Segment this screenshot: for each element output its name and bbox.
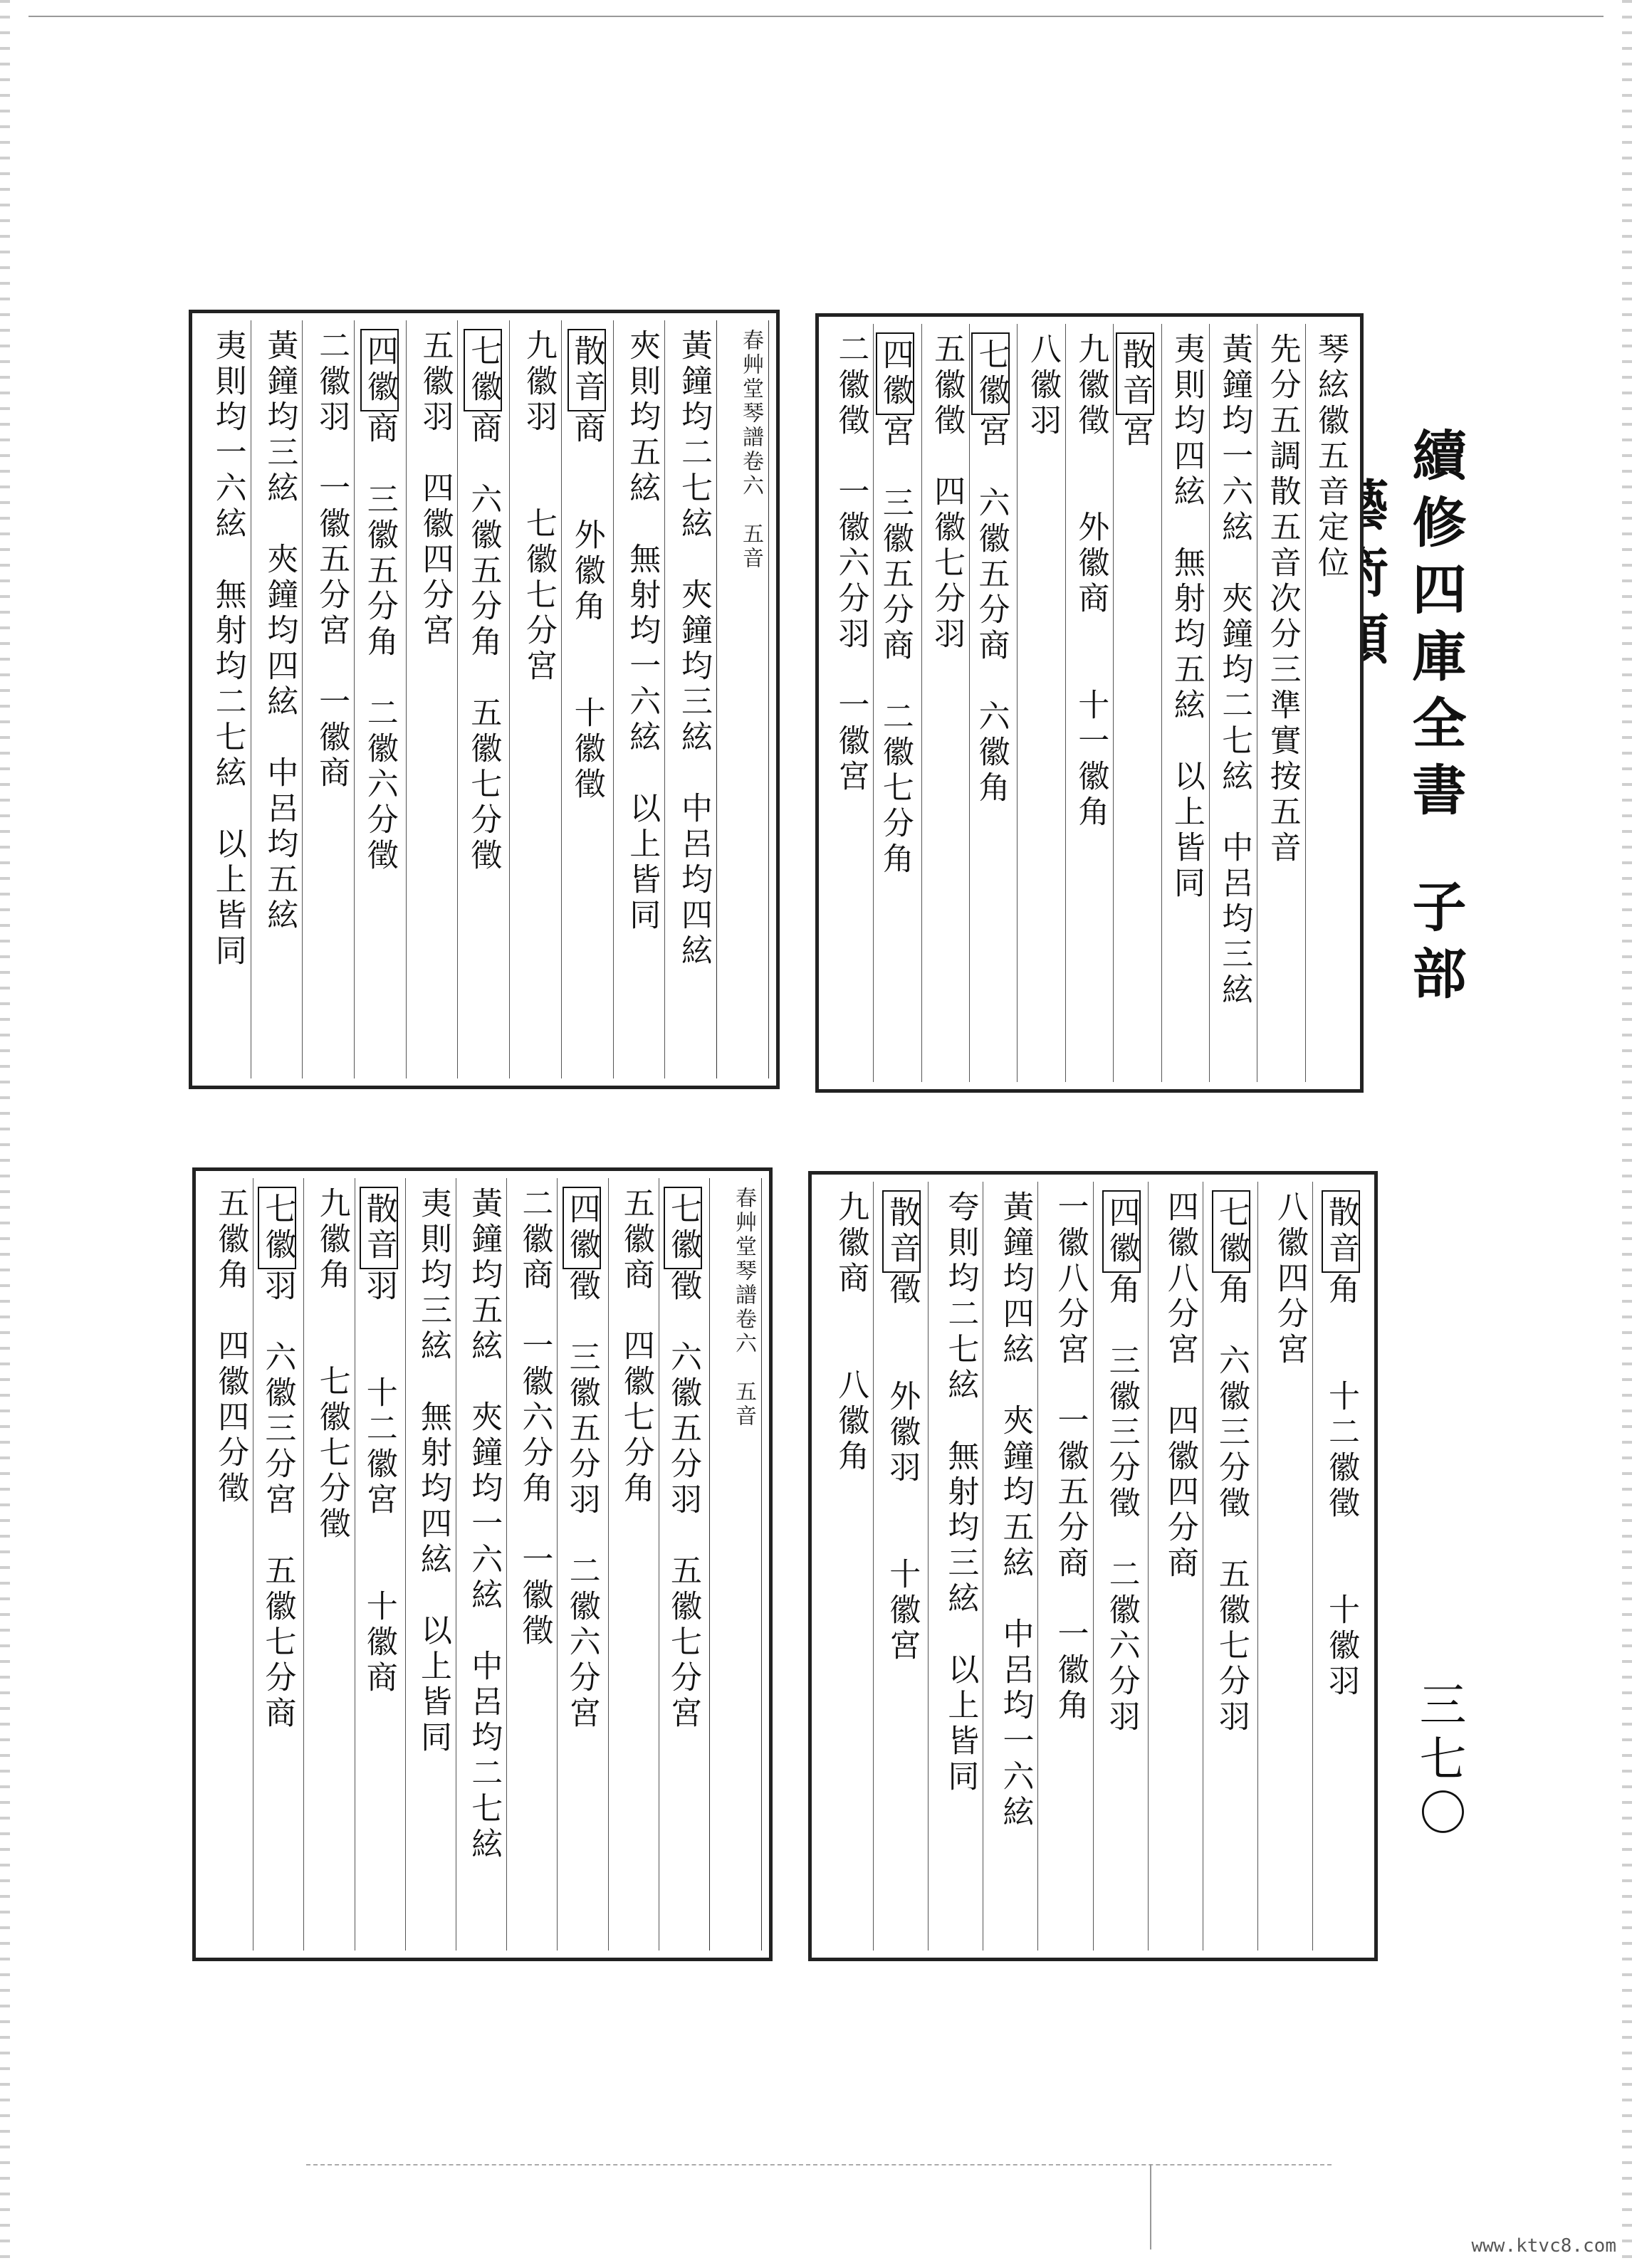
text-column: 先分五調散五音次分三準實按五音 xyxy=(1257,324,1304,1082)
text-column: 琴絃徽五音定位 xyxy=(1305,324,1353,1082)
book-section: 子部 xyxy=(1403,878,1467,1012)
text-column: 夷則均一六絃 無射均二七絃 以上皆同 xyxy=(209,329,246,970)
leaf-bottom-left xyxy=(192,1167,773,1961)
boxed-label: 七徽 xyxy=(664,1187,702,1269)
text-column: 一徽八分宮 一徽五分商 一徽角 xyxy=(1037,1182,1092,1951)
text-column: 二徽商 一徽六分角 一徽徵 xyxy=(506,1178,557,1951)
leaf-top-right xyxy=(815,313,1364,1093)
text-column: 夸則均二七絃 無射均三絃 以上皆同 xyxy=(928,1182,983,1951)
text-column: 八徽羽 xyxy=(1017,324,1065,1082)
text-column: 九徽徵 外徽商 十一徽角 xyxy=(1065,324,1113,1082)
text-column xyxy=(1203,1182,1257,1951)
text-column xyxy=(873,1182,928,1951)
column-rest: 角 六徽三分徵 五徽七分羽 xyxy=(1213,1273,1250,1736)
column-rest: 角 三徽三分徵 二徽六分羽 xyxy=(1103,1273,1140,1736)
text-column: 九徽羽 七徽七分宮 xyxy=(509,320,561,1078)
text-column xyxy=(561,320,613,1078)
text-column xyxy=(1113,324,1161,1082)
boxed-label: 散音 xyxy=(360,1187,398,1269)
center-fold-label: 春艸堂琴譜卷六 五音 xyxy=(709,1178,762,1951)
text-column: 二徽羽 一徽五分宮 一徽商 xyxy=(302,320,354,1078)
boxed-label: 四徽 xyxy=(563,1187,601,1269)
boxed-label: 四徽 xyxy=(1102,1190,1141,1273)
text-column: 四徽八分宮 四徽四分商 xyxy=(1148,1182,1203,1951)
column-rest: 宮 六徽五分商 六徽角 xyxy=(973,415,1010,807)
text-column: 五徽徵 四徽七分羽 xyxy=(921,324,969,1082)
column-rest: 宮 三徽五分商 二徽七分角 xyxy=(877,415,914,878)
text-column: 黃鐘均三絃 夾鐘均四絃 中呂均五絃 xyxy=(251,320,303,1078)
leaf-columns xyxy=(199,320,769,1078)
boxed-label: 七徽 xyxy=(971,332,1010,415)
boxed-label: 七徽 xyxy=(1212,1190,1250,1273)
leaf-top-left xyxy=(189,310,780,1089)
text-column: 黃鐘均五絃 夾鐘均一六絃 中呂均二七絃 xyxy=(456,1178,506,1951)
leaf-bottom-right xyxy=(808,1171,1378,1961)
column-rest: 商 三徽五分角 二徽六分徵 xyxy=(361,411,398,874)
text-column: 黃鐘均二七絃 夾鐘均三絃 中呂均四絃 xyxy=(664,320,716,1078)
text-column: 夾則均五絃 無射均一六絃 以上皆同 xyxy=(613,320,665,1078)
scan-edge-right xyxy=(1622,0,1632,2268)
column-rest: 宮 xyxy=(1116,415,1154,451)
top-rule xyxy=(28,16,1604,17)
boxed-label: 散音 xyxy=(882,1190,921,1273)
column-rest: 徵 三徽五分羽 二徽六分宮 xyxy=(563,1269,600,1732)
column-rest: 羽 十二徽宮 十徽商 xyxy=(360,1269,397,1696)
text-column xyxy=(355,1178,405,1951)
text-column: 五徽角 四徽四分徵 xyxy=(212,1187,249,1507)
text-column: 九徽角 七徽七分徵 xyxy=(303,1178,354,1951)
scan-edge-left xyxy=(0,0,10,2268)
watermark: www.ktvc8.com xyxy=(1471,2235,1616,2257)
column-rest: 商 外徽角 十徽徵 xyxy=(568,411,605,803)
column-rest: 角 十二徽徵 十徽羽 xyxy=(1323,1273,1359,1700)
text-column xyxy=(659,1178,709,1951)
text-column xyxy=(873,324,921,1082)
page-number: 三七〇 xyxy=(1411,1680,1466,1842)
text-column: 黃鐘均一六絃 夾鐘均二七絃 中呂均三絃 xyxy=(1209,324,1257,1082)
text-column xyxy=(457,320,509,1078)
book-header xyxy=(1396,427,1474,1139)
bottom-rule xyxy=(306,2164,1332,2165)
book-title: 續修四庫全書 xyxy=(1403,427,1467,829)
text-column: 夷則均四絃 無射均五絃 以上皆同 xyxy=(1161,324,1209,1082)
text-column: 九徽商 八徽角 xyxy=(832,1190,869,1475)
boxed-label: 散音 xyxy=(1322,1190,1360,1273)
boxed-label: 散音 xyxy=(567,329,606,411)
text-column: 五徽羽 四徽四分宮 xyxy=(406,320,458,1078)
text-column xyxy=(557,1178,607,1951)
bottom-tick xyxy=(1150,2164,1151,2249)
column-rest: 徵 六徽五分羽 五徽七分宮 xyxy=(665,1269,701,1732)
column-rest: 商 六徽五分角 五徽七分徵 xyxy=(465,411,502,874)
boxed-label: 七徽 xyxy=(258,1187,296,1269)
text-column: 二徽徵 一徽六分羽 一徽宮 xyxy=(832,332,869,795)
boxed-label: 四徽 xyxy=(876,332,914,415)
text-column xyxy=(354,320,406,1078)
text-column xyxy=(253,1178,303,1951)
text-column: 五徽商 四徽七分角 xyxy=(608,1178,659,1951)
center-fold-label: 春艸堂琴譜卷六 五音 xyxy=(716,320,769,1078)
text-column xyxy=(1093,1182,1148,1951)
column-rest: 羽 六徽三分宮 五徽七分商 xyxy=(259,1269,296,1732)
leaf-columns xyxy=(819,1182,1367,1951)
boxed-label: 散音 xyxy=(1116,332,1154,415)
text-column xyxy=(1312,1182,1367,1951)
boxed-label: 七徽 xyxy=(464,329,502,411)
column-rest: 徵 外徽羽 十徽宮 xyxy=(884,1273,921,1664)
leaf-columns xyxy=(203,1178,762,1951)
text-column: 黃鐘均四絃 夾鐘均五絃 中呂均一六絃 xyxy=(983,1182,1037,1951)
text-column: 八徽四分宮 xyxy=(1257,1182,1312,1951)
boxed-label: 四徽 xyxy=(360,329,399,411)
text-column: 夷則均三絃 無射均四絃 以上皆同 xyxy=(405,1178,456,1951)
leaf-columns xyxy=(826,324,1353,1082)
text-column xyxy=(969,324,1017,1082)
